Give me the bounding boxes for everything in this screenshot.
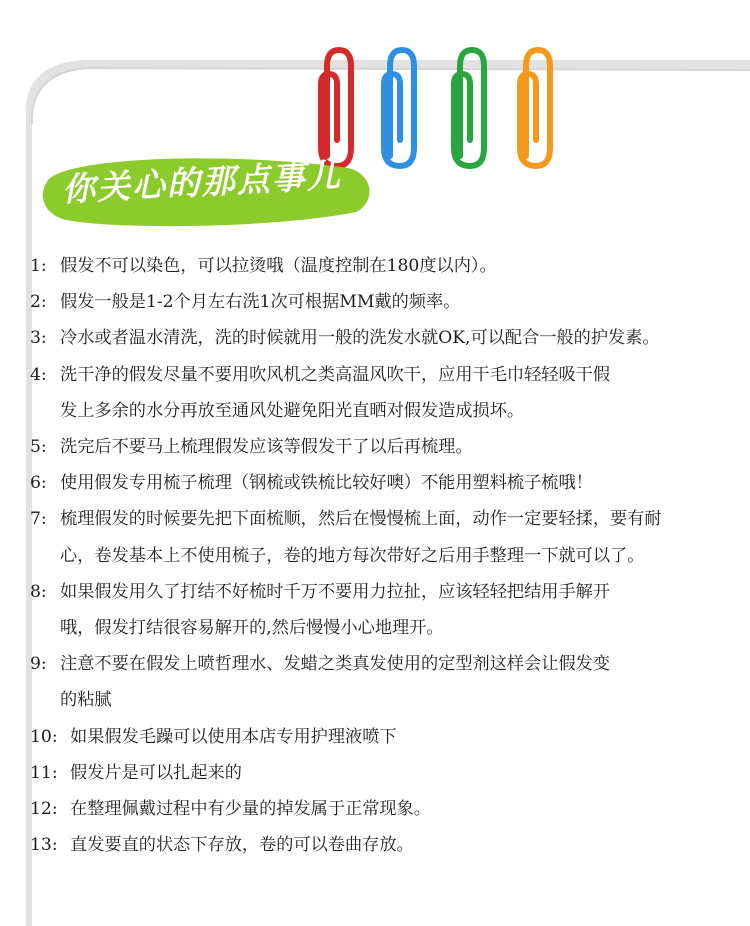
- care-note-text: 使用假发专用梳子梳理（钢梳或铁梳比较好噢）不能用塑料梳子梳哦！: [60, 473, 593, 494]
- orange-paperclip-icon: [512, 44, 560, 172]
- blue-paperclip-icon: [376, 44, 424, 172]
- care-note-number: 3:: [30, 328, 47, 349]
- care-note-text: 假发不可以染色，可以拉烫哦（温度控制在180度以内）。: [60, 256, 497, 276]
- care-note-item: [30, 357, 730, 429]
- care-notes-list: [30, 248, 730, 863]
- care-note-text: 直发要直的状态下存放，卷的可以卷曲存放。: [70, 835, 414, 856]
- care-note-number: 5:: [30, 437, 47, 458]
- care-note-item: [30, 248, 730, 284]
- care-note-text: 心，卷发基本上不使用梳子，卷的地方每次带好之后用手整理一下就可以了。: [60, 545, 645, 566]
- care-note-text: 假发片是可以扎起来的: [70, 762, 242, 783]
- care-note-text: 洗完后不要马上梳理假发应该等假发干了以后再梳理。: [60, 437, 473, 458]
- paperclip-wire: [520, 50, 550, 166]
- care-note-item: [30, 574, 730, 646]
- care-note-number: 12:: [30, 799, 58, 820]
- care-note-item: [30, 429, 730, 465]
- care-note-item: [30, 827, 730, 863]
- care-note-text: 如果假发毛躁可以使用本店专用护理液喷下: [70, 726, 397, 747]
- care-note-number: 6:: [30, 473, 47, 494]
- care-note-item: [30, 755, 730, 791]
- care-note-text: 梳理假发的时候要先把下面梳顺，然后在慢慢梳上面，动作一定要轻揉，要有耐: [60, 509, 662, 530]
- care-note-text: 如果假发用久了打结不好梳时千万不要用力拉扯，应该轻轻把结用手解开: [60, 581, 611, 602]
- care-note-item: [30, 465, 730, 501]
- care-note-number: 10:: [30, 726, 58, 747]
- green-paperclip-icon: [446, 44, 494, 172]
- care-note-number: 1:: [30, 256, 47, 276]
- care-note-text: 冷水或者温水清洗，洗的时候就用一般的洗发水就OK,可以配合一般的护发素。: [60, 328, 660, 349]
- care-note-number: 13:: [30, 835, 58, 856]
- care-note-item: [30, 791, 730, 827]
- care-note-item: [30, 501, 730, 573]
- care-note-text: 注意不要在假发上喷哲理水、发蜡之类真发使用的定型剂这样会让假发变: [60, 654, 611, 675]
- page-title: 你关心的那点事儿: [60, 155, 343, 209]
- care-note-item: [30, 320, 730, 356]
- care-note-text: 发上多余的水分再放至通风处避免阳光直晒对假发造成损坏。: [60, 400, 525, 421]
- care-note-number: 4:: [30, 364, 47, 385]
- care-note-text: 在整理佩戴过程中有少量的掉发属于正常现象。: [70, 799, 431, 820]
- care-note-number: 8:: [30, 581, 47, 602]
- care-note-number: 2:: [30, 292, 47, 313]
- paperclip-wire: [384, 50, 414, 166]
- care-note-item: [30, 284, 730, 320]
- paperclip-wire: [454, 50, 484, 166]
- care-note-text: 假发一般是1-2个月左右洗1次可根据MM戴的频率。: [60, 292, 461, 313]
- care-note-text: 哦，假发打结很容易解开的,然后慢慢小心地理开。: [60, 618, 444, 639]
- care-note-number: 7:: [30, 509, 47, 530]
- care-note-number: 9:: [30, 654, 47, 675]
- care-note-text: 的粘腻: [60, 690, 112, 711]
- care-note-item: [30, 719, 730, 755]
- care-note-text: 洗干净的假发尽量不要用吹风机之类高温风吹干，应用干毛巾轻轻吸干假: [60, 364, 611, 385]
- care-note-item: [30, 646, 730, 718]
- care-note-number: 11:: [30, 762, 58, 783]
